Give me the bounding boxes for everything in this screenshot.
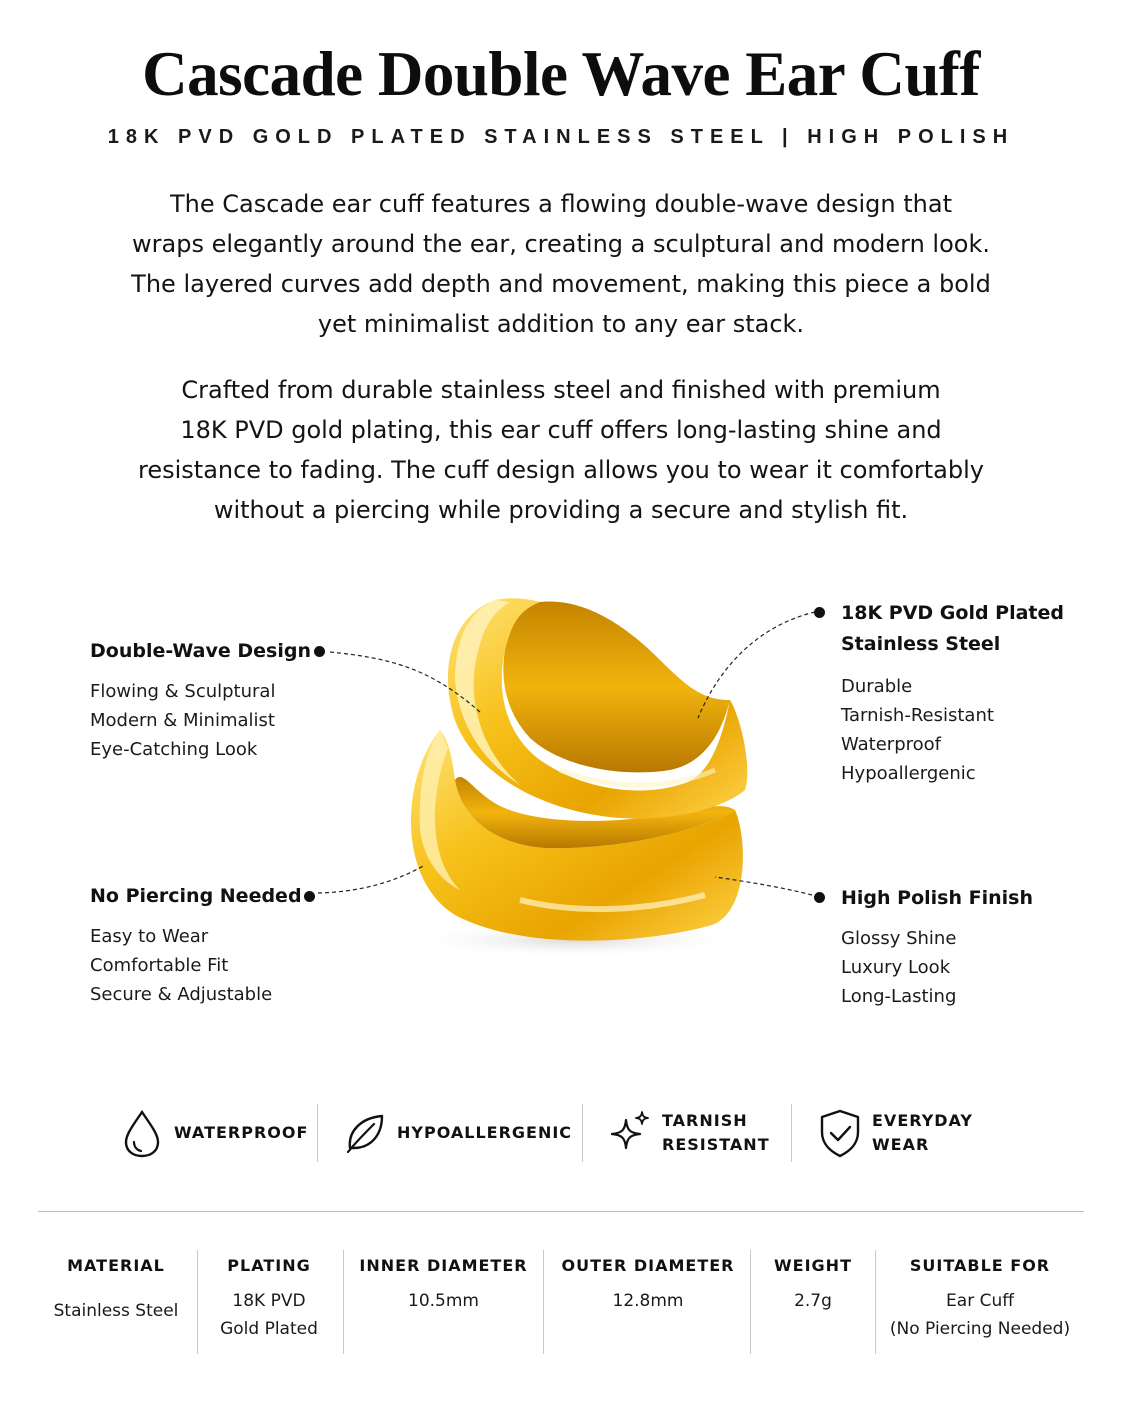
spec-value-line: (No Piercing Needed) (889, 1319, 1071, 1339)
spec-material (40, 1252, 192, 1325)
description-line: The layered curves add depth and movement, making this piece a bold (131, 270, 991, 298)
badge-label (872, 1109, 973, 1157)
water-drop-icon (120, 1108, 164, 1158)
callout-line-no-piercing (318, 865, 425, 893)
badge-label-line: TARNISH (662, 1111, 748, 1130)
spec-value (199, 1287, 339, 1343)
spec-divider (197, 1250, 198, 1354)
description-line: resistance to fading. The cuff design allows you to wear it comfortably (138, 456, 984, 484)
callout-dot (304, 891, 315, 902)
feature-item: Easy to Wear (90, 926, 209, 947)
feature-item: Luxury Look (841, 957, 951, 978)
spec-inner-diameter (345, 1252, 542, 1315)
callout-dot (814, 892, 825, 903)
spec-value-line: Gold Plated (220, 1319, 318, 1339)
product-subtitle: 18K PVD GOLD PLATED STAINLESS STEEL | HIGH POLISH (107, 126, 1015, 148)
spec-divider (543, 1250, 544, 1354)
spec-value: 10.5mm (408, 1291, 479, 1311)
badge-label: WATERPROOF (174, 1123, 309, 1142)
spec-label: OUTER DIAMETER (561, 1256, 735, 1275)
spec-divider (875, 1250, 876, 1354)
product-title: Cascade Double Wave Ear Cuff (142, 39, 980, 109)
callout-dot (814, 607, 825, 618)
sparkle-icon (608, 1108, 652, 1158)
badge-label-line: EVERYDAY (872, 1111, 973, 1130)
spec-label: PLATING (227, 1256, 311, 1275)
description-line: 18K PVD gold plating, this ear cuff offers long-lasting shine and (180, 416, 942, 444)
spec-label: WEIGHT (774, 1256, 852, 1275)
feature-title-line-1: 18K PVD Gold Plated (841, 602, 1064, 624)
spec-value: Stainless Steel (53, 1301, 179, 1321)
badge-label (662, 1109, 770, 1157)
feature-title: Double-Wave Design (90, 640, 311, 662)
spec-divider (343, 1250, 344, 1354)
spec-label: MATERIAL (67, 1256, 165, 1275)
feature-item: Long-Lasting (841, 986, 957, 1007)
feature-title-line-2: Stainless Steel (841, 633, 1001, 655)
spec-divider (750, 1250, 751, 1354)
feature-item: Waterproof (841, 734, 942, 755)
badges-row (100, 1098, 1020, 1168)
callout-dot (314, 646, 325, 657)
feature-item: Durable (841, 676, 913, 697)
spec-plating (199, 1252, 339, 1343)
badge-label-line: RESISTANT (662, 1135, 770, 1154)
spec-label: INNER DIAMETER (359, 1256, 528, 1275)
feature-title: High Polish Finish (841, 887, 1033, 909)
feature-item: Eye-Catching Look (90, 739, 258, 760)
description-line: wraps elegantly around the ear, creating a sculptural and modern look. (132, 230, 990, 258)
spec-outer-diameter (545, 1252, 751, 1315)
description-line: The Cascade ear cuff features a flowing double-wave design that (170, 190, 952, 218)
feature-item: Flowing & Sculptural (90, 681, 276, 702)
description-line: yet minimalist addition to any ear stack. (317, 310, 805, 338)
spec-value-line: Ear Cuff (946, 1291, 1014, 1311)
badge-divider (582, 1104, 583, 1162)
spec-label: SUITABLE FOR (909, 1256, 1051, 1275)
feature-no-piercing-needed (90, 881, 302, 1009)
section-divider (38, 1211, 1084, 1212)
feature-item: Secure & Adjustable (90, 984, 273, 1005)
spec-value: 12.8mm (612, 1291, 684, 1311)
feature-item: Tarnish-Resistant (841, 705, 994, 726)
feature-double-wave-design (90, 636, 311, 764)
description-line: without a piercing while providing a secure and stylish fit. (213, 496, 909, 524)
spec-value-line: 18K PVD (232, 1291, 306, 1311)
feature-item: Glossy Shine (841, 928, 957, 949)
feature-high-polish-finish (841, 883, 1033, 1011)
badge-label: HYPOALLERGENIC (397, 1123, 573, 1142)
spec-suitable-for (877, 1252, 1083, 1343)
badge-everyday-wear (818, 1098, 973, 1168)
feature-item: Comfortable Fit (90, 955, 229, 976)
badge-tarnish-resistant (608, 1098, 770, 1168)
badge-hypoallergenic (343, 1098, 572, 1168)
spec-value: 2.7g (794, 1291, 832, 1311)
badge-label-line: WEAR (872, 1135, 930, 1154)
shield-check-icon (818, 1108, 862, 1158)
description-line: Crafted from durable stainless steel and finished with premium (181, 376, 941, 404)
badge-divider (791, 1104, 792, 1162)
badge-waterproof (120, 1098, 308, 1168)
feature-item: Modern & Minimalist (90, 710, 275, 731)
feature-title: No Piercing Needed (90, 885, 302, 907)
spec-value (877, 1287, 1083, 1343)
badge-divider (317, 1104, 318, 1162)
leaf-icon (343, 1108, 387, 1158)
spec-weight (752, 1252, 874, 1315)
upper-wave-band (448, 598, 747, 818)
feature-gold-plated-steel (841, 598, 1064, 788)
feature-item: Hypoallergenic (841, 763, 976, 784)
